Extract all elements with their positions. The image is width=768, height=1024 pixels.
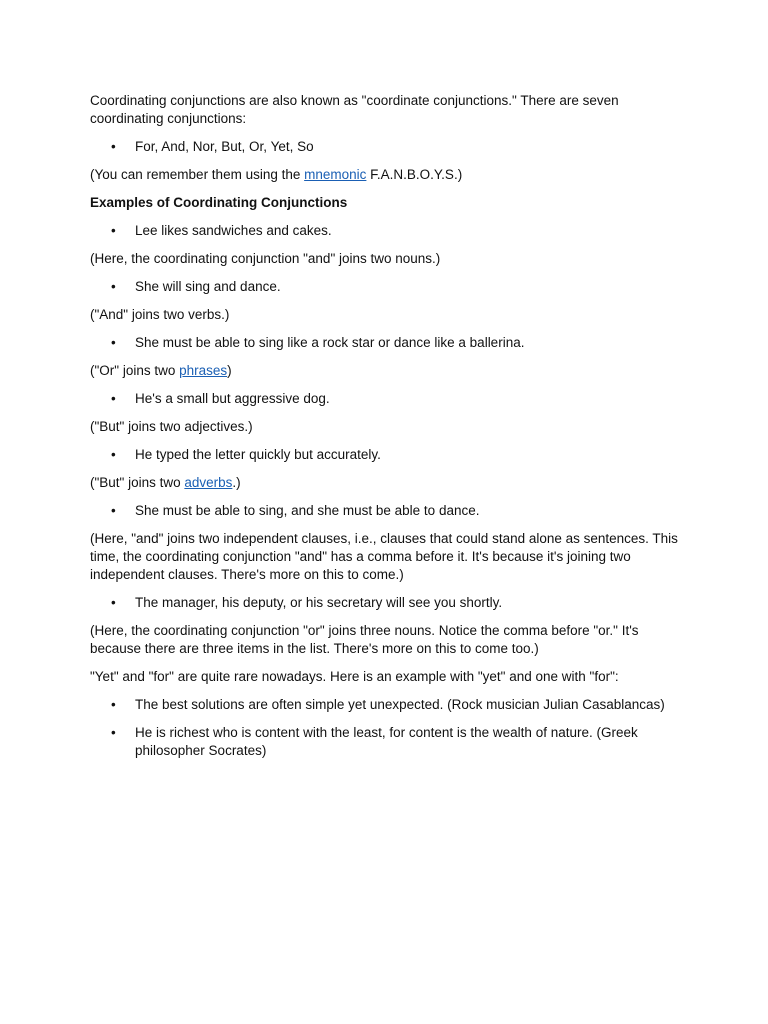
- list-item: [90, 724, 690, 760]
- example-sentence: Lee likes sandwiches and cakes.: [135, 223, 332, 238]
- note-text-post: ): [227, 363, 232, 378]
- bullet: •: [111, 697, 116, 712]
- example-sentence: The manager, his deputy, or his secretary will see you shortly.: [135, 595, 503, 610]
- mnemonic-text-post: F.A.N.B.O.Y.S.): [366, 167, 463, 182]
- example-sentence: He's a small but aggressive dog.: [135, 391, 330, 406]
- note-text-post: .): [232, 475, 241, 490]
- bullet: •: [111, 279, 116, 294]
- document-page: [90, 92, 690, 770]
- bullet: •: [111, 595, 116, 610]
- note-text-pre: ("But" joins two: [90, 475, 185, 490]
- bullet: •: [111, 223, 116, 238]
- example-list-4: [90, 390, 690, 408]
- examples-heading: Examples of Coordinating Conjunctions: [90, 195, 348, 210]
- bullet: •: [111, 335, 116, 350]
- yet-for-intro: "Yet" and "for" are quite rare nowadays. Here is an example with "yet" and one with "for":: [90, 669, 619, 684]
- mnemonic-paragraph: [90, 166, 690, 184]
- list-item: [90, 446, 690, 464]
- list-item: [90, 334, 690, 352]
- example-sentence: She must be able to sing, and she must be able to dance.: [135, 503, 480, 518]
- bullet: •: [111, 139, 116, 154]
- example-sentence: He typed the letter quickly but accurately.: [135, 447, 381, 462]
- list-item-text: For, And, Nor, But, Or, Yet, So: [135, 139, 314, 154]
- phrases-link[interactable]: phrases: [179, 363, 228, 378]
- example-list-2: [90, 278, 690, 296]
- example-sentence: She must be able to sing like a rock star or dance like a ballerina.: [135, 335, 525, 350]
- example-note: (Here, "and" joins two independent clauses, i.e., clauses that could stand alone as sentences. This time, the coordinating conjunction "and" has a comma before it. It's because it's joining two independent clauses. There's more on this to come.): [90, 531, 678, 582]
- example-list-7: [90, 594, 690, 612]
- list-item: [90, 390, 690, 408]
- bullet: •: [111, 391, 116, 406]
- bullet: •: [111, 503, 116, 518]
- example-list-6: [90, 502, 690, 520]
- intro-paragraph: Coordinating conjunctions are also known as "coordinate conjunctions." There are seven coordinating conjunctions:: [90, 93, 619, 126]
- mnemonic-text-pre: (You can remember them using the: [90, 167, 305, 182]
- example-sentence: He is richest who is content with the least, for content is the wealth of nature. (Greek philosopher Socrates): [135, 725, 638, 758]
- bullet: •: [111, 447, 116, 462]
- list-item: [90, 278, 690, 296]
- example-sentence: She will sing and dance.: [135, 279, 281, 294]
- bullet: •: [111, 725, 116, 740]
- list-item: [90, 594, 690, 612]
- example-note: (Here, the coordinating conjunction "and" joins two nouns.): [90, 251, 441, 266]
- example-note: [90, 474, 690, 492]
- list-item: [90, 222, 690, 240]
- example-sentence: The best solutions are often simple yet unexpected. (Rock musician Julian Casablancas): [135, 697, 665, 712]
- example-note: ("And" joins two verbs.): [90, 307, 230, 322]
- list-item: [90, 502, 690, 520]
- example-list-8: [90, 696, 690, 760]
- example-list-5: [90, 446, 690, 464]
- example-note: ("But" joins two adjectives.): [90, 419, 253, 434]
- example-list-3: [90, 334, 690, 352]
- mnemonic-link[interactable]: mnemonic: [304, 167, 367, 182]
- example-list-1: [90, 222, 690, 240]
- list-item: [90, 696, 690, 714]
- adverbs-link[interactable]: adverbs: [184, 475, 233, 490]
- note-text-pre: ("Or" joins two: [90, 363, 180, 378]
- list-item: [90, 138, 690, 156]
- example-note: (Here, the coordinating conjunction "or" joins three nouns. Notice the comma before "or." It's because there are three items in the list. There's more on this to come too.): [90, 623, 639, 656]
- fanboys-list: [90, 138, 690, 156]
- example-note: [90, 362, 690, 380]
